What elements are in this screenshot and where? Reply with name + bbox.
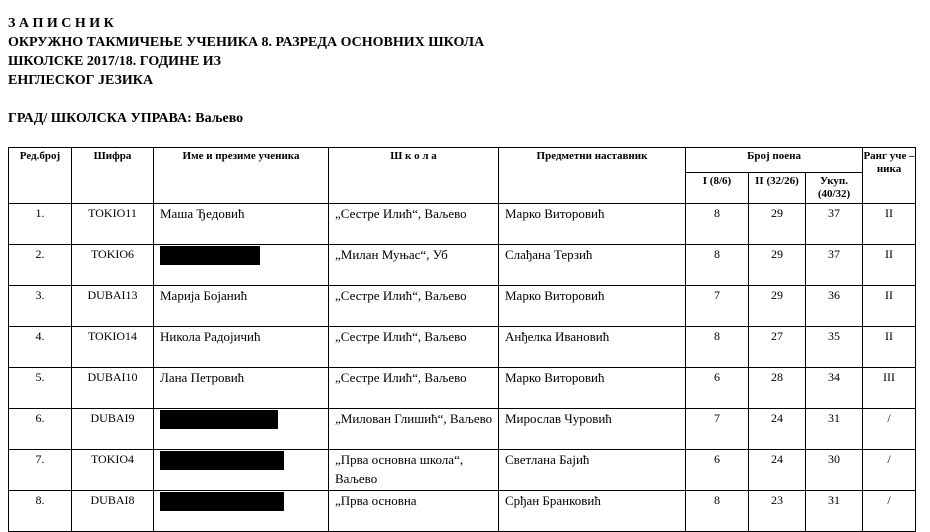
- row-school-text: „Сестре Илић“, Ваљево: [335, 370, 467, 385]
- row-points-2: [749, 368, 806, 409]
- row-teacher: [499, 491, 686, 532]
- row-rank-text: /: [887, 493, 891, 507]
- table-row: [9, 409, 916, 450]
- row-name: [154, 286, 329, 327]
- row-rank-text: II: [885, 288, 894, 302]
- row-points-1-text: 8: [714, 329, 720, 343]
- row-points-1-text: 7: [714, 288, 720, 302]
- row-teacher-text: Светлана Бајић: [505, 452, 590, 467]
- row-points-2: [749, 491, 806, 532]
- row-code-text: TOKIO6: [90, 247, 135, 261]
- table-row: [9, 491, 916, 532]
- row-total: [806, 327, 863, 368]
- row-rank-text: /: [887, 452, 891, 466]
- table-row: [9, 327, 916, 368]
- row-num: [9, 204, 72, 245]
- row-teacher: [499, 450, 686, 491]
- header-teacher: Предметни наставник: [499, 148, 686, 204]
- row-points-1-text: 7: [714, 411, 720, 425]
- row-points-1-text: 6: [714, 370, 720, 384]
- row-school: [329, 450, 499, 491]
- heading-title: З А П И С Н И К: [8, 16, 114, 31]
- table-row: [9, 204, 916, 245]
- row-points-2-text: 27: [771, 329, 783, 343]
- row-num-text: 7.: [35, 452, 45, 466]
- row-teacher-text: Срђан Бранковић: [505, 493, 601, 508]
- row-points-2-text: 28: [771, 370, 783, 384]
- row-points-1: [686, 491, 749, 532]
- row-rank-text: II: [885, 329, 894, 343]
- heading-competition: ОКРУЖНО ТАКМИЧЕЊЕ УЧЕНИКА 8. РАЗРЕДА ОСНОВНИХ ШКОЛА: [8, 35, 485, 50]
- heading-spacer: [8, 90, 484, 109]
- row-teacher: [499, 286, 686, 327]
- row-points-2-text: 23: [771, 493, 783, 507]
- row-school-text: „Милован Глишић“, Ваљево: [335, 411, 493, 426]
- row-points-2-text: 29: [771, 247, 783, 261]
- redacted-name-block: [160, 246, 260, 265]
- row-rank-text: III: [883, 370, 896, 384]
- header-p2: II (32/26): [749, 173, 806, 204]
- row-total: [806, 409, 863, 450]
- row-name: [154, 368, 329, 409]
- table-row: [9, 368, 916, 409]
- row-points-1-text: 8: [714, 206, 720, 220]
- row-num-text: 5.: [35, 370, 45, 384]
- row-total-text: 37: [828, 247, 841, 261]
- row-total: [806, 368, 863, 409]
- row-num-text: 3.: [35, 288, 45, 302]
- row-teacher: [499, 204, 686, 245]
- row-code-text: TOKIO4: [90, 452, 135, 466]
- row-total-text: 36: [828, 288, 841, 302]
- row-teacher-text: Марко Виторовић: [505, 206, 605, 221]
- row-name-text: Лана Петровић: [160, 370, 245, 385]
- row-points-1: [686, 245, 749, 286]
- row-points-1-text: 8: [714, 247, 720, 261]
- row-rank: [863, 409, 916, 450]
- row-total-text: 30: [828, 452, 841, 466]
- results-table: [8, 147, 916, 532]
- row-code-text: TOKIO14: [87, 329, 138, 343]
- row-teacher-text: Слађана Терзић: [505, 247, 593, 262]
- row-num: [9, 327, 72, 368]
- row-num: [9, 450, 72, 491]
- row-name: [154, 450, 329, 491]
- table-row: [9, 450, 916, 491]
- row-name: [154, 409, 329, 450]
- row-code: [72, 204, 154, 245]
- row-num: [9, 245, 72, 286]
- header-p1: I (8/6): [686, 173, 749, 204]
- row-code-text: TOKIO11: [88, 206, 137, 220]
- table-row: [9, 245, 916, 286]
- row-name: [154, 491, 329, 532]
- row-total-text: 34: [828, 370, 841, 384]
- row-points-1: [686, 368, 749, 409]
- row-num: [9, 409, 72, 450]
- row-name: [154, 245, 329, 286]
- row-school-text: „Милан Муњас“, Уб: [335, 247, 448, 262]
- row-code: [72, 368, 154, 409]
- row-num-text: 4.: [35, 329, 45, 343]
- row-rank: [863, 450, 916, 491]
- row-rank-text: II: [885, 247, 894, 261]
- row-points-2-text: 29: [771, 206, 783, 220]
- row-points-1: [686, 327, 749, 368]
- row-rank: [863, 286, 916, 327]
- row-total: [806, 204, 863, 245]
- row-code: [72, 491, 154, 532]
- row-points-1: [686, 409, 749, 450]
- row-points-2: [749, 327, 806, 368]
- row-school-text: „Сестре Илић“, Ваљево: [335, 206, 467, 221]
- row-points-1-text: 8: [714, 493, 720, 507]
- row-school: [329, 368, 499, 409]
- row-rank: [863, 327, 916, 368]
- row-name: [154, 204, 329, 245]
- row-teacher: [499, 245, 686, 286]
- row-points-2: [749, 245, 806, 286]
- row-teacher-text: Марко Виторовић: [505, 370, 605, 385]
- row-rank: [863, 368, 916, 409]
- header-num: Ред.број: [9, 148, 72, 204]
- row-rank: [863, 491, 916, 532]
- row-total-text: 35: [828, 329, 841, 343]
- row-num: [9, 368, 72, 409]
- header-total: Укуп. (40/32): [806, 173, 863, 204]
- row-name-text: Марија Бојанић: [160, 288, 248, 303]
- row-total-text: 37: [828, 206, 841, 220]
- row-school: [329, 286, 499, 327]
- row-code: [72, 450, 154, 491]
- header-code: Шифра: [72, 148, 154, 204]
- row-code: [72, 327, 154, 368]
- row-school: [329, 409, 499, 450]
- row-rank-text: /: [887, 411, 891, 425]
- row-code-text: DUBAI9: [90, 411, 135, 425]
- row-code: [72, 245, 154, 286]
- row-total-text: 31: [828, 411, 841, 425]
- table-row: [9, 286, 916, 327]
- heading-city: ГРАД/ ШКОЛСКА УПРАВА: Ваљево: [8, 111, 244, 126]
- row-total: [806, 245, 863, 286]
- row-school-text: „Сестре Илић“, Ваљево: [335, 329, 467, 344]
- row-code: [72, 286, 154, 327]
- row-rank: [863, 204, 916, 245]
- row-total-text: 31: [828, 493, 841, 507]
- row-teacher: [499, 409, 686, 450]
- row-points-1-text: 6: [714, 452, 720, 466]
- row-points-1: [686, 204, 749, 245]
- row-points-2-text: 29: [771, 288, 783, 302]
- row-school: [329, 204, 499, 245]
- row-school: [329, 245, 499, 286]
- header-name: Име и презиме ученика: [154, 148, 329, 204]
- row-total: [806, 491, 863, 532]
- redacted-name-block: [160, 451, 284, 470]
- row-total: [806, 286, 863, 327]
- heading-subject: ЕНГЛЕСКОГ ЈЕЗИКА: [8, 73, 154, 88]
- row-points-2: [749, 450, 806, 491]
- row-school-text: „Сестре Илић“, Ваљево: [335, 288, 467, 303]
- header-points: Број поена: [686, 148, 863, 173]
- row-points-2-text: 24: [771, 411, 783, 425]
- header-rank: Ранг уче – ника: [863, 148, 916, 204]
- redacted-name-block: [160, 492, 284, 511]
- row-num: [9, 491, 72, 532]
- row-points-2-text: 24: [771, 452, 783, 466]
- row-points-1: [686, 286, 749, 327]
- row-num: [9, 286, 72, 327]
- row-code-text: DUBAI8: [90, 493, 135, 507]
- row-num-text: 2.: [35, 247, 45, 261]
- document-heading: [8, 14, 484, 128]
- row-name: [154, 327, 329, 368]
- row-school-text: „Прва основна школа“, Ваљево: [335, 452, 464, 486]
- header-school: Ш к о л а: [329, 148, 499, 204]
- row-num-text: 1.: [35, 206, 45, 220]
- row-school-text: „Прва основна: [335, 493, 417, 508]
- row-num-text: 6.: [35, 411, 45, 425]
- row-points-2: [749, 204, 806, 245]
- row-teacher: [499, 368, 686, 409]
- row-teacher-text: Анђелка Ивановић: [505, 329, 610, 344]
- row-points-2: [749, 286, 806, 327]
- heading-school-year: ШКОЛСКЕ 2017/18. ГОДИНЕ ИЗ: [8, 54, 222, 69]
- row-code-text: DUBAI10: [87, 370, 138, 384]
- row-code-text: DUBAI13: [87, 288, 138, 302]
- row-num-text: 8.: [35, 493, 45, 507]
- row-rank: [863, 245, 916, 286]
- row-name-text: Никола Радојичић: [160, 329, 261, 344]
- redacted-name-block: [160, 410, 278, 429]
- row-teacher: [499, 327, 686, 368]
- row-name-text: Маша Ђедовић: [160, 206, 245, 221]
- row-school: [329, 491, 499, 532]
- row-code: [72, 409, 154, 450]
- row-school: [329, 327, 499, 368]
- row-points-2: [749, 409, 806, 450]
- row-teacher-text: Мирослав Чуровић: [505, 411, 612, 426]
- row-teacher-text: Марко Виторовић: [505, 288, 605, 303]
- row-total: [806, 450, 863, 491]
- row-points-1: [686, 450, 749, 491]
- row-rank-text: II: [885, 206, 894, 220]
